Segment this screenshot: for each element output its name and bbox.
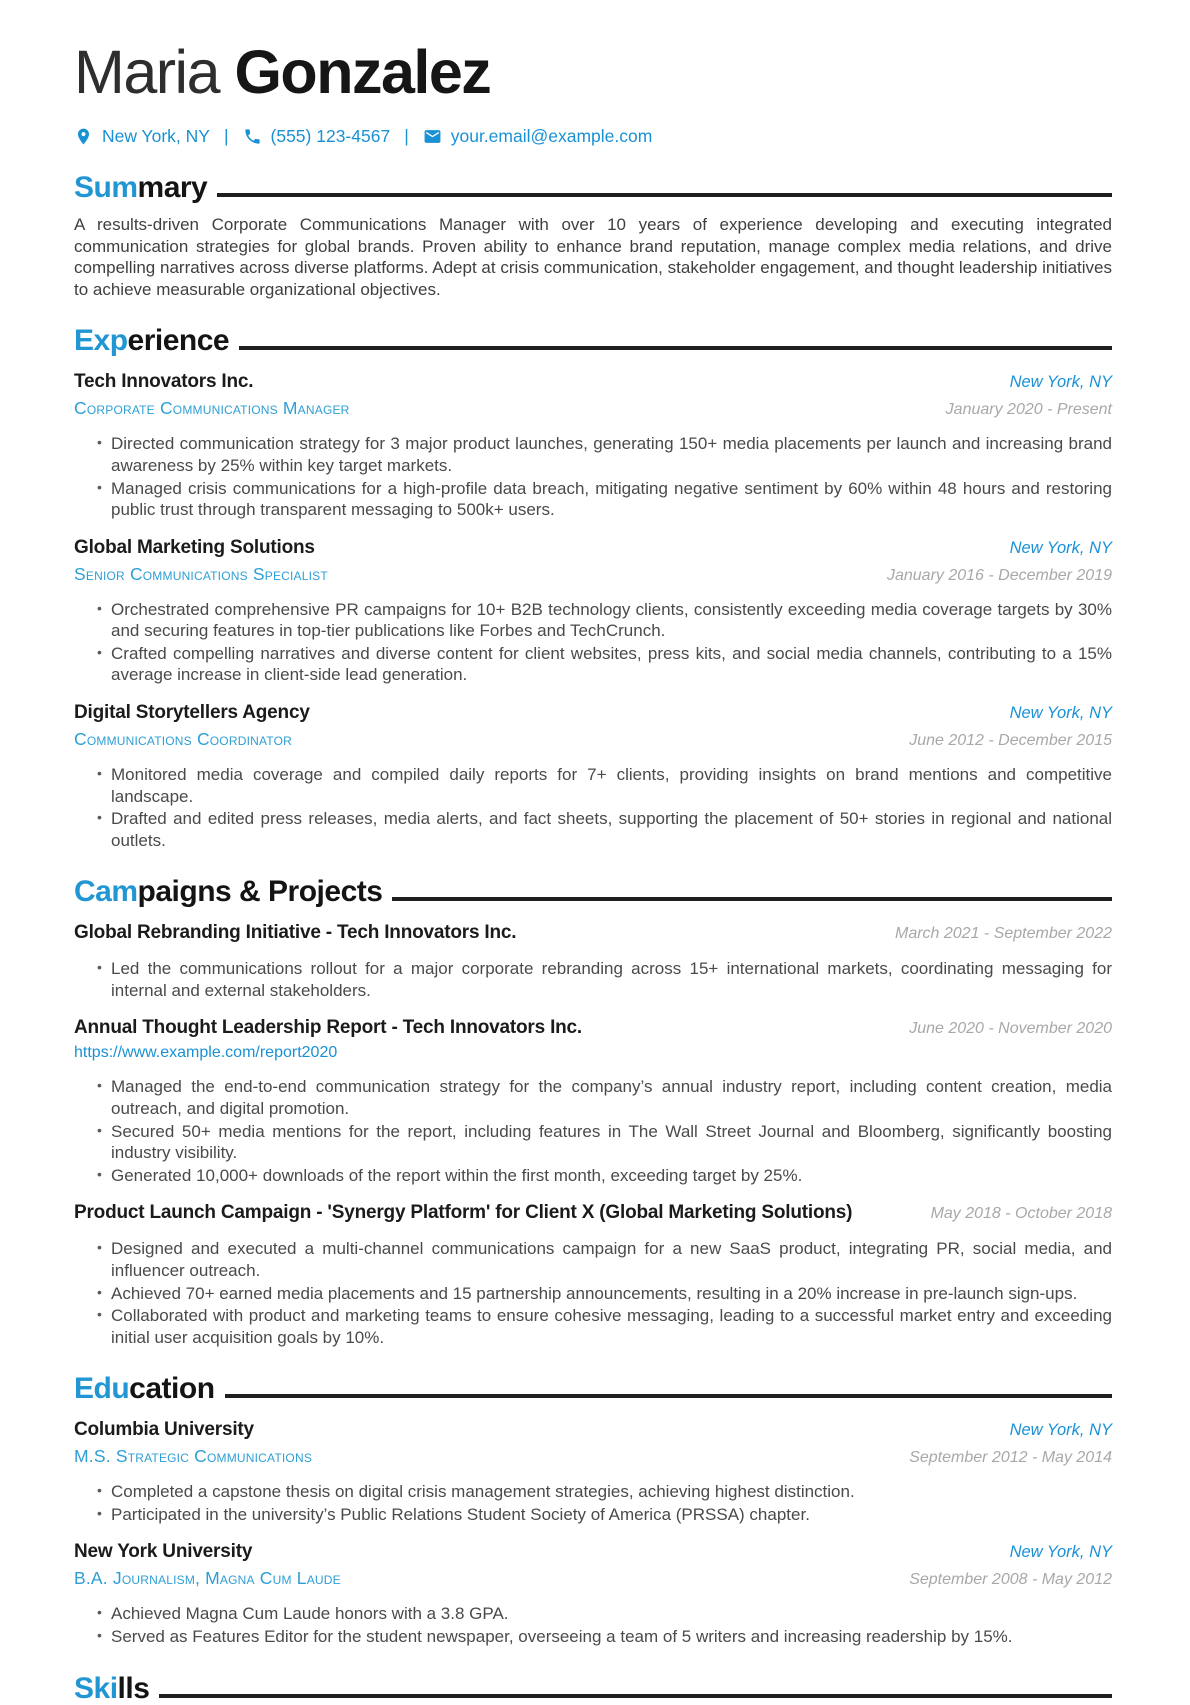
bullet-list xyxy=(97,764,1112,851)
bullet-item: • Drafted and edited press releases, media alerts, and fact sheets, supporting the placement of 50+ stories in regional and national outlets. xyxy=(97,808,1112,851)
bullet-item: • Monitored media coverage and compiled daily reports for 7+ clients, providing insights on brand mentions and competitive landscape. xyxy=(97,764,1112,807)
phone-icon xyxy=(243,127,262,146)
entry-location: New York, NY xyxy=(1009,703,1112,722)
heading-rule xyxy=(225,1394,1112,1398)
summary-text: A results-driven Corporate Communications Manager with over 10 years of experience developing and executing integrated communication strategies for global brands. Proven ability to enhance brand reputation, manage complex media relations, and drive compelling narratives across diverse platforms. Adept at crisis communication, stakeholder engagement, and thought leadership initiatives to achieve measurable organizational objectives. xyxy=(74,215,1112,299)
bullet-item: • Managed crisis communications for a high-profile data breach, mitigating negative sentiment by 60% within 48 hours and restoring public trust through transparent messaging to 500k+ users. xyxy=(97,478,1112,521)
header xyxy=(74,40,1112,147)
section-heading-education xyxy=(74,1372,1112,1405)
projects-section xyxy=(74,875,1112,1348)
education-entry xyxy=(74,1419,1112,1525)
heading-rest: lls xyxy=(117,1671,150,1705)
location-text: New York, NY xyxy=(102,126,210,147)
experience-entry xyxy=(74,371,1112,520)
school-name: New York University xyxy=(74,1541,253,1563)
entry-location: New York, NY xyxy=(1009,1543,1112,1562)
job-title: Communications Coordinator xyxy=(74,728,293,749)
bullet-list xyxy=(97,1481,1112,1525)
degree-title: M.S. Strategic Communications xyxy=(74,1446,313,1467)
bullet-list xyxy=(97,1603,1112,1647)
project-entry xyxy=(74,1017,1112,1186)
education-section xyxy=(74,1372,1112,1647)
bullet-item: • Orchestrated comprehensive PR campaigns for 10+ B2B technology clients, consistently exceeding media coverage targets by 30% and securing features in top-tier publications like Forbes and TechCrunch. xyxy=(97,599,1112,642)
contact-separator: | xyxy=(223,126,229,147)
entry-dates: May 2018 - October 2018 xyxy=(930,1205,1112,1223)
bullet-list xyxy=(97,433,1112,520)
section-heading-projects xyxy=(74,875,1112,908)
heading-accent: Cam xyxy=(74,875,138,909)
email-envelope-icon xyxy=(423,127,442,146)
education-entry xyxy=(74,1541,1112,1647)
company-name: Global Marketing Solutions xyxy=(74,536,315,558)
bullet-item: • Participated in the university’s Public Relations Student Society of America (PRSSA) chapter. xyxy=(97,1504,1112,1526)
company-name: Digital Storytellers Agency xyxy=(74,701,310,723)
section-heading-skills xyxy=(74,1672,1112,1705)
bullet-item: • Secured 50+ media mentions for the report, including features in The Wall Street Journal and Bloomberg, significantly boosting industry visibility. xyxy=(97,1121,1112,1164)
experience-entry xyxy=(74,702,1112,851)
project-title: Annual Thought Leadership Report - Tech Innovators Inc. xyxy=(74,1017,583,1039)
contact-row xyxy=(74,126,1112,147)
bullet-item: • Designed and executed a multi-channel communications campaign for a new SaaS product, integrating PR, social media, and influencer outreach. xyxy=(97,1238,1112,1281)
location-pin-icon xyxy=(74,127,93,146)
entry-dates: June 2020 - November 2020 xyxy=(909,1020,1112,1038)
heading-rest: mary xyxy=(137,171,208,205)
bullet-item: • Served as Features Editor for the student newspaper, overseeing a team of 5 writers and increasing readership by 15%. xyxy=(97,1626,1112,1648)
project-entry xyxy=(74,922,1112,1001)
heading-accent: Ski xyxy=(74,1671,118,1705)
bullet-list xyxy=(97,1076,1112,1186)
entry-dates: January 2016 - December 2019 xyxy=(886,566,1112,584)
heading-rest: paigns & Projects xyxy=(137,875,383,909)
heading-rest: cation xyxy=(129,1372,215,1406)
project-entry xyxy=(74,1202,1112,1348)
bullet-item: • Crafted compelling narratives and diverse content for client websites, press kits, and social media channels, contributing to a 15% average increase in client-side lead generation. xyxy=(97,643,1112,686)
entry-dates: March 2021 - September 2022 xyxy=(894,925,1112,943)
bullet-list xyxy=(97,1238,1112,1348)
job-title: Senior Communications Specialist xyxy=(74,563,328,584)
bullet-item: • Generated 10,000+ downloads of the report within the first month, exceeding target by 25%. xyxy=(97,1165,1112,1187)
heading-accent: Sum xyxy=(74,171,138,205)
phone-text[interactable]: (555) 123-4567 xyxy=(270,126,391,147)
entry-location: New York, NY xyxy=(1009,373,1112,392)
heading-rest: erience xyxy=(127,324,230,358)
bullet-item: • Achieved Magna Cum Laude honors with a 3.8 GPA. xyxy=(97,1603,1112,1625)
heading-rule xyxy=(217,193,1112,197)
company-name: Tech Innovators Inc. xyxy=(74,371,254,393)
heading-rule xyxy=(159,1694,1112,1698)
entry-dates: June 2012 - December 2015 xyxy=(909,731,1112,749)
experience-section xyxy=(74,324,1112,851)
project-title: Product Launch Campaign - 'Synergy Platform' for Client X (Global Marketing Solutions) xyxy=(74,1202,853,1224)
entry-dates: September 2008 - May 2012 xyxy=(909,1571,1112,1589)
experience-entry xyxy=(74,537,1112,686)
entry-location: New York, NY xyxy=(1009,538,1112,557)
school-name: Columbia University xyxy=(74,1419,254,1441)
bullet-item: • Led the communications rollout for a major corporate rebranding across 15+ international markets, coordinating messaging for internal and external stakeholders. xyxy=(97,958,1112,1001)
bullet-item: • Managed the end-to-end communication strategy for the company’s annual industry report, including content creation, media outreach, and digital promotion. xyxy=(97,1076,1112,1119)
section-heading-summary xyxy=(74,171,1112,204)
email-text[interactable]: your.email@example.com xyxy=(450,126,653,147)
heading-accent: Exp xyxy=(74,324,128,358)
first-name: Maria xyxy=(74,38,220,106)
project-link[interactable]: https://www.example.com/report2020 xyxy=(74,1044,338,1062)
heading-accent: Edu xyxy=(74,1372,130,1406)
entry-location: New York, NY xyxy=(1009,1421,1112,1440)
bullet-list xyxy=(97,958,1112,1001)
bullet-list xyxy=(97,599,1112,686)
person-name xyxy=(74,40,1112,104)
summary-section xyxy=(74,171,1112,300)
heading-rule xyxy=(239,346,1112,350)
section-heading-experience xyxy=(74,324,1112,357)
entry-dates: September 2012 - May 2014 xyxy=(909,1449,1112,1467)
heading-rule xyxy=(392,897,1112,901)
bullet-item: • Completed a capstone thesis on digital crisis management strategies, achieving highest distinction. xyxy=(97,1481,1112,1503)
bullet-item: • Achieved 70+ earned media placements and 15 partnership announcements, resulting in a 20% increase in pre-launch sign-ups. xyxy=(97,1283,1112,1305)
bullet-item: • Collaborated with product and marketing teams to ensure cohesive messaging, leading to a successful market entry and exceeding initial user acquisition goals by 10%. xyxy=(97,1305,1112,1348)
job-title: Corporate Communications Manager xyxy=(74,398,350,419)
contact-separator: | xyxy=(404,126,409,147)
project-title: Global Rebranding Initiative - Tech Innovators Inc. xyxy=(74,922,517,944)
entry-dates: January 2020 - Present xyxy=(945,401,1112,419)
bullet-item: • Directed communication strategy for 3 major product launches, generating 150+ media placements per launch and increasing brand awareness by 25% within key target markets. xyxy=(97,433,1112,476)
degree-title: B.A. Journalism, Magna Cum Laude xyxy=(74,1568,341,1589)
last-name: Gonzalez xyxy=(234,38,491,106)
skills-section xyxy=(74,1672,1112,1705)
